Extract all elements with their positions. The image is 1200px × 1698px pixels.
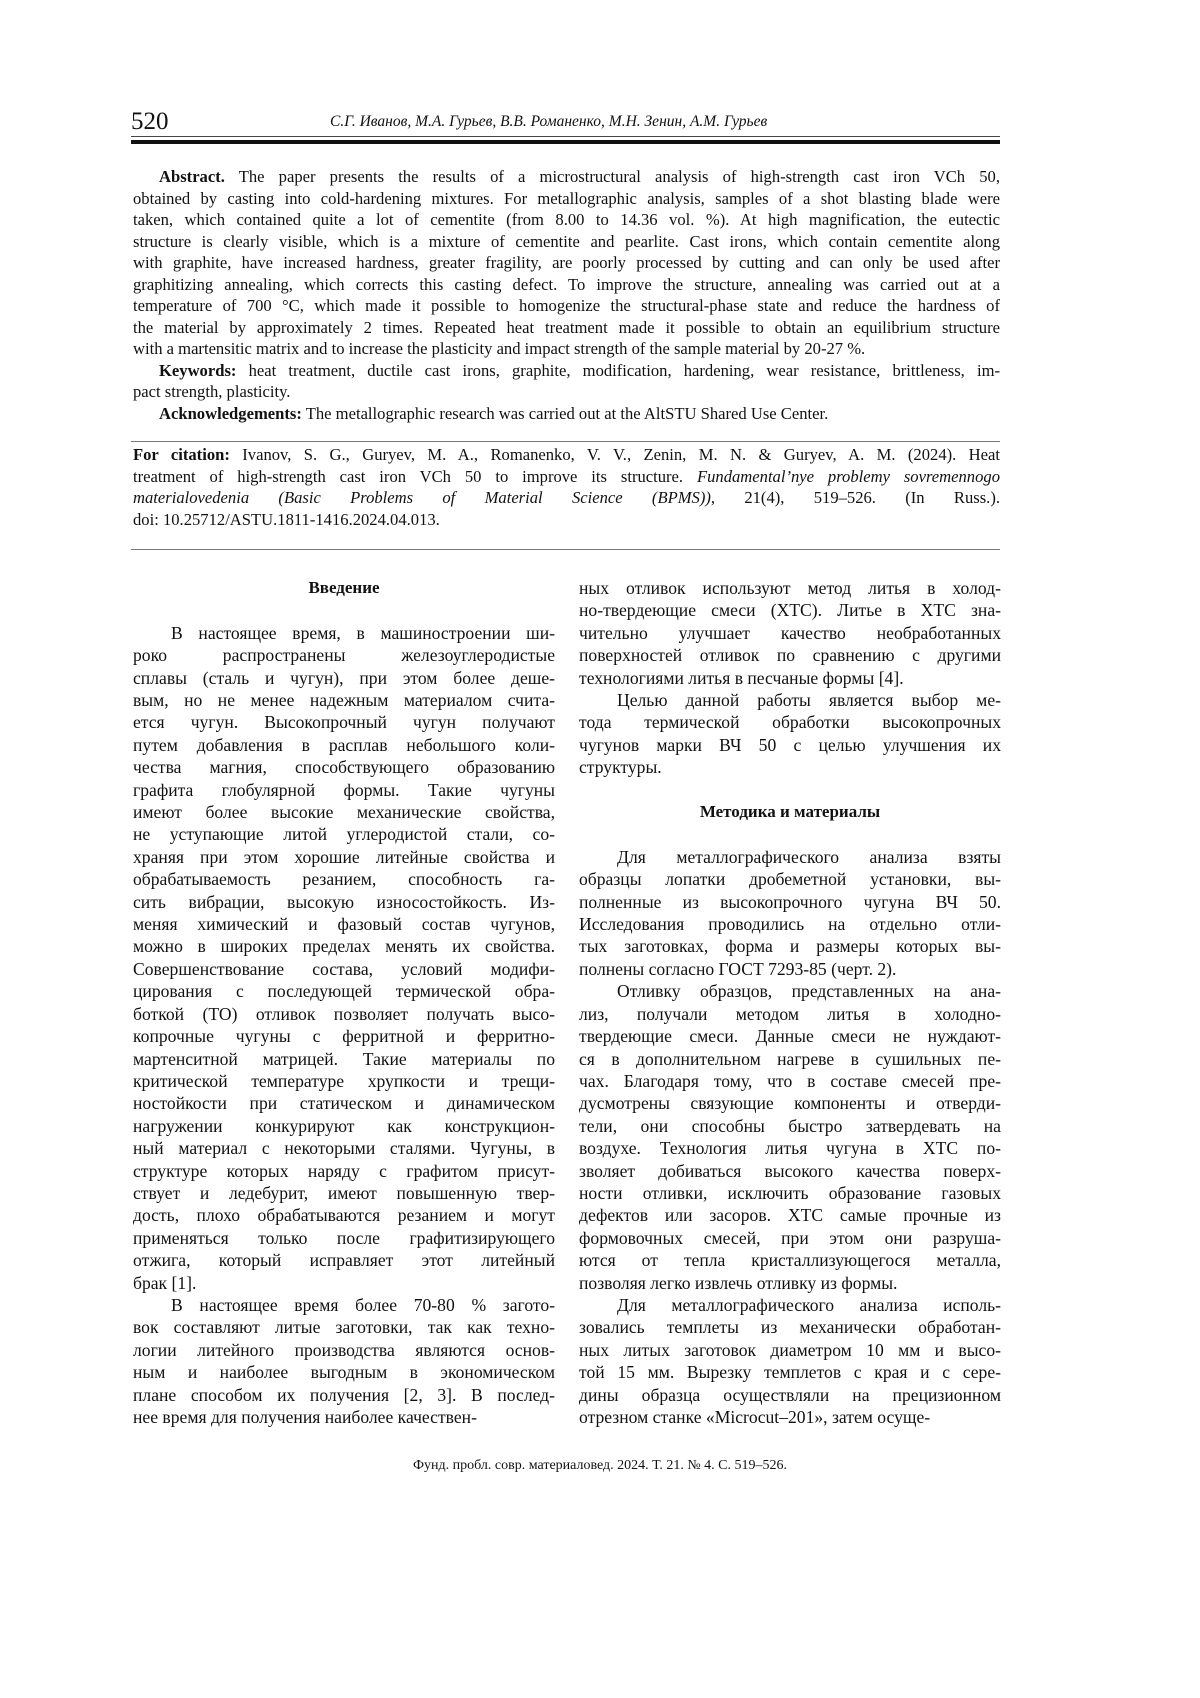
text-line: дины образца осуществляли на прецизионном bbox=[579, 1384, 1001, 1406]
text-line: В настоящее время, в машиностроении ши- bbox=[133, 622, 555, 644]
text-line: нее время для получения наиболее качествен- bbox=[133, 1406, 555, 1428]
text-line: но-твердеющие смеси (ХТС). Литье в ХТС зна- bbox=[579, 599, 1001, 621]
text-run: The metallographic research was carried out at the AltSTU Shared Use Center. bbox=[302, 404, 828, 423]
text-line: ных отливок используют метод литья в холод- bbox=[579, 577, 1001, 599]
text-line: сить вибрации, высокую износостойкость. Из- bbox=[133, 891, 555, 913]
section-heading: Методика и материалы bbox=[579, 801, 1001, 823]
text-line: обрабатываемость резанием, способность га- bbox=[133, 868, 555, 890]
text-line: позволяя легко извлечь отливку из формы. bbox=[579, 1272, 1001, 1294]
text-line: чества магния, способствующего образованию bbox=[133, 756, 555, 778]
abstract-section bbox=[133, 166, 1000, 424]
text-line: В настоящее время более 70-80 % загото- bbox=[133, 1294, 555, 1316]
right-column bbox=[579, 577, 1001, 1428]
text-line: брак [1]. bbox=[133, 1272, 555, 1294]
text-line: ных литых заготовок диаметром 10 мм и высо- bbox=[579, 1339, 1001, 1361]
text-line: ются от тепла кристаллизующегося металла, bbox=[579, 1249, 1001, 1271]
bold-label: Abstract. bbox=[159, 167, 225, 186]
text-run: heat treatment, ductile cast irons, graphite, modification, hardening, wear resistance, brittleness, im- bbox=[236, 361, 1000, 380]
text-line: образцы лопатки дробеметной установки, вы- bbox=[579, 868, 1001, 890]
text-line bbox=[133, 466, 1000, 488]
text-line: Отливку образцов, представленных на ана- bbox=[579, 980, 1001, 1002]
text-line: Для металлографического анализа исполь- bbox=[579, 1294, 1001, 1316]
paragraph bbox=[579, 577, 1001, 689]
left-column bbox=[133, 577, 555, 1428]
text-line: Исследования проводились на отдельно отли- bbox=[579, 913, 1001, 935]
text-line: сплавы (сталь и чугун), при этом более деше- bbox=[133, 667, 555, 689]
spacer bbox=[133, 599, 555, 621]
paragraph bbox=[579, 980, 1001, 1294]
text-line: taken, which contained quite a lot of cementite (from 8.00 to 14.36 vol. %). At high magnification, the eutectic bbox=[133, 209, 1000, 231]
text-line: имеют более высокие механические свойства, bbox=[133, 801, 555, 823]
text-line: зовались темплеты из механически обработан- bbox=[579, 1316, 1001, 1338]
text-line: плане способом их получения [2, 3]. В послед- bbox=[133, 1384, 555, 1406]
text-line: дефектов или засоров. ХТС самые прочные из bbox=[579, 1204, 1001, 1226]
journal-footer: Фунд. пробл. совр. материаловед. 2024. Т. 21. № 4. С. 519–526. bbox=[0, 1458, 1200, 1474]
citation-section bbox=[133, 444, 1000, 530]
text-line: ным и наиболее выгодным в экономическом bbox=[133, 1361, 555, 1383]
text-line: graphitizing annealing, which corrects this casting defect. To improve the structure, annealing was carried out at a bbox=[133, 274, 1000, 296]
text-line: чительно улучшает качество необработанных bbox=[579, 622, 1001, 644]
spacer bbox=[579, 823, 1001, 845]
text-line: ностойкости при статическом и динамическом bbox=[133, 1092, 555, 1114]
paragraph bbox=[579, 846, 1001, 980]
header-rule-thick bbox=[131, 140, 1000, 144]
text-line: ности отливки, исключить образование газовых bbox=[579, 1182, 1001, 1204]
text-line bbox=[133, 403, 1000, 425]
text-line: ствует и ледебурит, имеют повышенную твер- bbox=[133, 1182, 555, 1204]
paragraph bbox=[133, 403, 1000, 425]
paragraph bbox=[133, 622, 555, 1294]
spacer bbox=[579, 779, 1001, 801]
running-header-authors: С.Г. Иванов, М.А. Гурьев, В.В. Романенко, М.Н. Зенин, А.М. Гурьев bbox=[330, 113, 890, 131]
text-line: критической температуре хрупкости и трещи- bbox=[133, 1070, 555, 1092]
text-line: дость, плохо обрабатываются резанием и могут bbox=[133, 1204, 555, 1226]
text-line: логии литейного производства являются основ- bbox=[133, 1339, 555, 1361]
text-line: тели, они способны быстро затвердевать на bbox=[579, 1115, 1001, 1137]
page-number: 520 bbox=[131, 108, 169, 136]
text-line: doi: 10.25712/ASTU.1811-1416.2024.04.013. bbox=[133, 509, 1000, 531]
text-line: structure is clearly visible, which is a mixture of cementite and pearlite. Cast irons, which contain cementite along bbox=[133, 231, 1000, 253]
text-line: технологиями литья в песчаные формы [4]. bbox=[579, 667, 1001, 689]
paragraph bbox=[133, 360, 1000, 403]
paragraph bbox=[579, 689, 1001, 779]
text-run: , 21(4), 519–526. (In Russ.). bbox=[711, 488, 1000, 507]
text-line: отжига, который исправляет этот литейный bbox=[133, 1249, 555, 1271]
text-line: не уступающие литой углеродистой стали, со- bbox=[133, 823, 555, 845]
text-line: Совершенствование состава, условий модифи- bbox=[133, 958, 555, 980]
text-run: treatment of high-strength cast iron VCh 50 to improve its structure. bbox=[133, 467, 697, 486]
text-line: структуре которых наряду с графитом присут- bbox=[133, 1160, 555, 1182]
paragraph bbox=[133, 1294, 555, 1428]
text-line: temperature of 700 °C, which made it possible to homogenize the structural-phase state and reduce the hardness of bbox=[133, 295, 1000, 317]
text-run: The paper presents the results of a microstructural analysis of high-strength cast iron VCh 50, bbox=[225, 167, 1000, 186]
text-line: поверхностей отливок по сравнению с другими bbox=[579, 644, 1001, 666]
text-line: меняя химический и фазовый состав чугунов, bbox=[133, 913, 555, 935]
text-line bbox=[133, 166, 1000, 188]
paragraph bbox=[133, 166, 1000, 360]
text-line: зволяет добиваться высокого качества поверх- bbox=[579, 1160, 1001, 1182]
text-line bbox=[133, 487, 1000, 509]
italic-text: materialovedenia (Basic Problems of Material Science (BPMS)) bbox=[133, 488, 711, 507]
text-line: ный материал с некоторыми сталями. Чугуны, в bbox=[133, 1137, 555, 1159]
text-line: Для металлографического анализа взяты bbox=[579, 846, 1001, 868]
text-line: структуры. bbox=[579, 756, 1001, 778]
bold-label: For citation: bbox=[133, 445, 230, 464]
text-line: воздухе. Технология литья чугуна в ХТС по- bbox=[579, 1137, 1001, 1159]
italic-text: Fundamental’nye problemy sovremennogo bbox=[697, 467, 1000, 486]
bold-label: Keywords: bbox=[159, 361, 236, 380]
text-line: храняя при этом хорошие литейные свойства и bbox=[133, 846, 555, 868]
text-line: полнены согласно ГОСТ 7293-85 (черт. 2). bbox=[579, 958, 1001, 980]
text-line: формовочных смесей, при этом они разруша- bbox=[579, 1227, 1001, 1249]
text-line: with graphite, have increased hardness, greater fragility, are poorly processed by cutting and can only be used after bbox=[133, 252, 1000, 274]
text-line: боткой (ТО) отливок позволяет получать высо- bbox=[133, 1003, 555, 1025]
text-line: the material by approximately 2 times. Repeated heat treatment made it possible to obtain an equilibrium structure bbox=[133, 317, 1000, 339]
text-line bbox=[133, 360, 1000, 382]
header-rule-thin bbox=[131, 136, 1000, 137]
citation-rule-top bbox=[131, 441, 1000, 442]
text-line: obtained by casting into cold-hardening mixtures. For metallographic analysis, samples of a shot blasting blade were bbox=[133, 188, 1000, 210]
text-line: графита глобулярной формы. Такие чугуны bbox=[133, 779, 555, 801]
text-line: with a martensitic matrix and to increase the plasticity and impact strength of the sample material by 20-27 %. bbox=[133, 338, 1000, 360]
text-line: чугунов марки ВЧ 50 с целью улучшения их bbox=[579, 734, 1001, 756]
text-line: цирования с последующей термической обра- bbox=[133, 980, 555, 1002]
text-line: вым, но не менее надежным материалом счита- bbox=[133, 689, 555, 711]
text-line: ся в дополнительном нагреве в сушильных пе- bbox=[579, 1048, 1001, 1070]
text-line: можно в широких пределах менять их свойства. bbox=[133, 935, 555, 957]
text-line: Целью данной работы является выбор ме- bbox=[579, 689, 1001, 711]
text-line: нагружении конкурируют как конструкцион- bbox=[133, 1115, 555, 1137]
text-line: тода термической обработки высокопрочных bbox=[579, 711, 1001, 733]
text-line: вок составляют литые заготовки, так как техно- bbox=[133, 1316, 555, 1338]
section-heading: Введение bbox=[133, 577, 555, 599]
text-line: роко распространены железоуглеродистые bbox=[133, 644, 555, 666]
text-line: копрочные чугуны с ферритной и ферритно- bbox=[133, 1025, 555, 1047]
text-line bbox=[133, 444, 1000, 466]
paragraph bbox=[133, 444, 1000, 530]
bold-label: Acknowledgements: bbox=[159, 404, 302, 423]
text-line: той 15 мм. Вырезку темплетов с края и с сере- bbox=[579, 1361, 1001, 1383]
text-run: Ivanov, S. G., Guryev, M. A., Romanenko, V. V., Zenin, M. N. & Guryev, A. M. (2024). Heat bbox=[230, 445, 1000, 464]
text-line: применяться только после графитизирующего bbox=[133, 1227, 555, 1249]
citation-rule-bottom bbox=[131, 549, 1000, 550]
text-line: pact strength, plasticity. bbox=[133, 381, 1000, 403]
text-line: лиз, получали методом литья в холодно- bbox=[579, 1003, 1001, 1025]
text-line: отрезном станке «Microcut–201», затем осуще- bbox=[579, 1406, 1001, 1428]
text-line: полненные из высокопрочного чугуна ВЧ 50. bbox=[579, 891, 1001, 913]
text-line: путем добавления в расплав небольшого коли- bbox=[133, 734, 555, 756]
paragraph bbox=[579, 1294, 1001, 1428]
text-line: чах. Благодаря тому, что в составе смесей пре- bbox=[579, 1070, 1001, 1092]
text-line: тых заготовках, форма и размеры которых вы- bbox=[579, 935, 1001, 957]
text-line: твердеющие смеси. Данные смеси не нуждают- bbox=[579, 1025, 1001, 1047]
text-line: мартенситной матрицей. Такие материалы по bbox=[133, 1048, 555, 1070]
text-line: ется чугун. Высокопрочный чугун получают bbox=[133, 711, 555, 733]
text-line: дусмотрены связующие компоненты и отверди- bbox=[579, 1092, 1001, 1114]
